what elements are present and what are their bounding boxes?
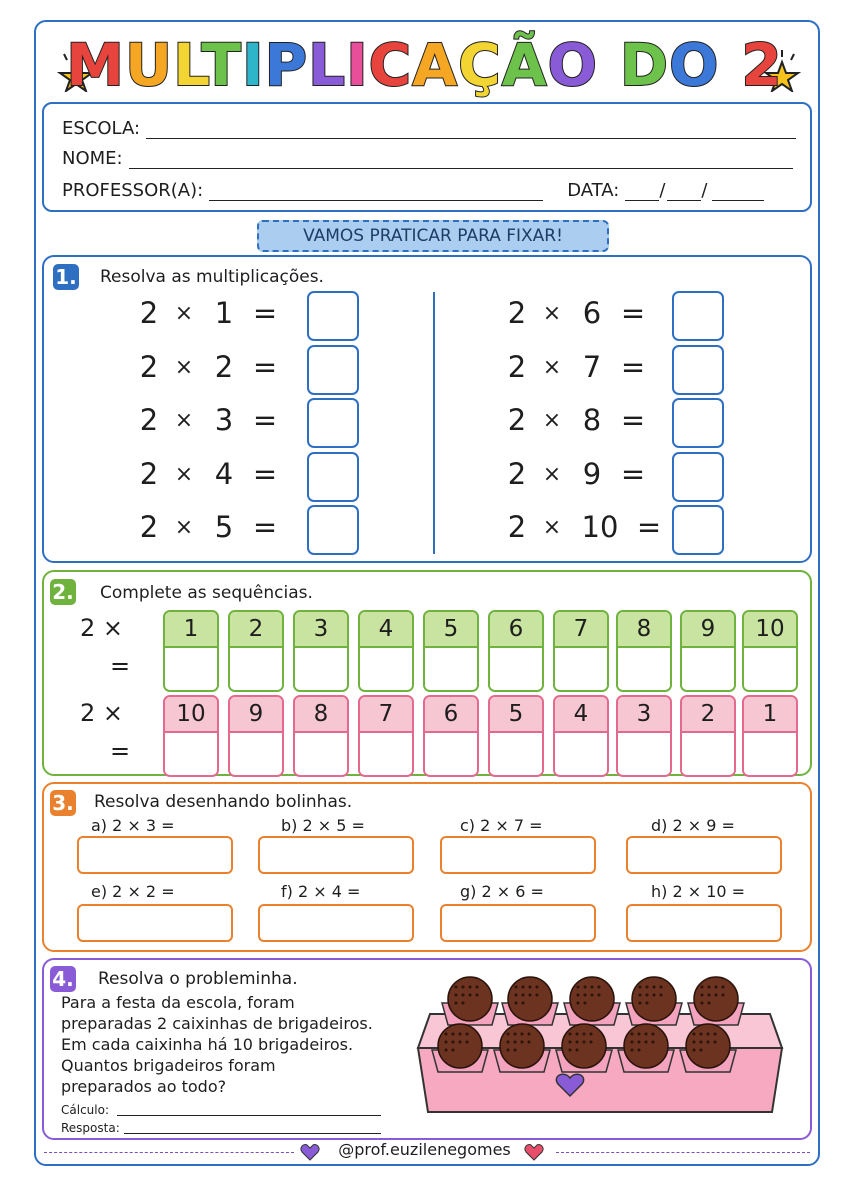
sequence-answer[interactable]: [555, 648, 607, 690]
sequence-cell: [742, 695, 798, 777]
equation-right: [506, 403, 658, 437]
nome-field[interactable]: [129, 151, 793, 169]
resposta-field[interactable]: [124, 1133, 381, 1134]
sequence-factor: 6: [490, 612, 542, 648]
sequence-cell: [616, 610, 672, 692]
sequence-1-equals: =: [110, 652, 131, 680]
data-label: DATA:: [567, 180, 620, 201]
sequence-factor: 1: [744, 697, 796, 733]
dot-answer-box[interactable]: [626, 836, 782, 874]
answer-box[interactable]: [672, 398, 724, 448]
dot-question: g) 2 × 6 =: [460, 882, 544, 901]
section-2-instruction: Complete as sequências.: [100, 583, 313, 603]
sequence-cell: [488, 695, 544, 777]
dot-question: c) 2 × 7 =: [460, 816, 543, 835]
equation-right: [506, 350, 658, 384]
nome-label: NOME:: [62, 148, 123, 169]
title-letter: L: [173, 31, 202, 99]
equation-term: 2: [507, 350, 527, 384]
answer-box[interactable]: [672, 452, 724, 502]
section-2-badge: 2.: [50, 579, 76, 605]
sequence-factor: 10: [165, 697, 217, 733]
equation-term: =: [252, 510, 278, 544]
data-separator: /: [659, 180, 666, 201]
answer-box[interactable]: [672, 291, 724, 341]
sequence-answer[interactable]: [744, 648, 796, 690]
equation-term: 2: [507, 510, 527, 544]
sequence-answer[interactable]: [360, 648, 412, 690]
sequence-2-prefix: 2 ×: [80, 699, 124, 727]
answer-box[interactable]: [307, 345, 359, 395]
sequence-answer[interactable]: [425, 648, 477, 690]
sequence-cell: [163, 610, 219, 692]
equation-term: ×: [542, 407, 562, 433]
sequence-factor: 6: [425, 697, 477, 733]
equation-term: 2: [139, 457, 159, 491]
professor-label: PROFESSOR(A):: [62, 180, 204, 201]
title-letter: D: [619, 31, 670, 99]
title-letter: T: [201, 31, 242, 99]
dot-answer-box[interactable]: [258, 836, 414, 874]
equation-left: [138, 296, 290, 330]
sequence-factor: 7: [555, 612, 607, 648]
sequence-answer[interactable]: [744, 733, 796, 775]
calculo-label: Cálculo:: [61, 1103, 109, 1117]
title-letter: Ç: [458, 31, 502, 99]
page-title: [0, 30, 849, 100]
student-info-box: [42, 102, 812, 212]
dot-question: a) 2 × 3 =: [91, 816, 175, 835]
dot-question: e) 2 × 2 =: [91, 882, 175, 901]
data-month-field[interactable]: [667, 183, 701, 201]
sequence-factor: 8: [618, 612, 670, 648]
sequence-cell: [742, 610, 798, 692]
title-letter: O: [547, 31, 598, 99]
sequence-cell: [616, 695, 672, 777]
sequence-cell: [358, 610, 414, 692]
title-letter: U: [124, 31, 174, 99]
equation-term: 2: [139, 296, 159, 330]
sequence-factor: 5: [425, 612, 477, 648]
answer-box[interactable]: [307, 505, 359, 555]
data-year-field[interactable]: [712, 183, 764, 201]
sequence-cell: [680, 695, 736, 777]
equation-term: 6: [582, 296, 602, 330]
sequence-factor: 5: [490, 697, 542, 733]
equation-right: [506, 457, 658, 491]
section-4-badge: 4.: [50, 966, 76, 992]
equation-term: =: [252, 457, 278, 491]
equation-term: ×: [174, 300, 194, 326]
title-letter: I: [346, 31, 369, 99]
equation-term: =: [252, 296, 278, 330]
equation-term: ×: [174, 461, 194, 487]
problem-line: preparadas 2 caixinhas de brigadeiros.: [61, 1014, 373, 1033]
equation-term: 2: [139, 403, 159, 437]
sequence-cell: [228, 695, 284, 777]
sequence-answer[interactable]: [490, 733, 542, 775]
resposta-label: Resposta:: [61, 1121, 120, 1135]
equation-term: =: [620, 296, 646, 330]
section-3-instruction: Resolva desenhando bolinhas.: [94, 792, 353, 812]
equation-term: =: [620, 403, 646, 437]
sequence-answer[interactable]: [618, 648, 670, 690]
equation-term: 1: [214, 296, 234, 330]
sequence-answer[interactable]: [425, 733, 477, 775]
section-1-badge: 1.: [53, 264, 79, 290]
sequence-factor: 10: [744, 612, 796, 648]
dot-answer-box[interactable]: [77, 836, 233, 874]
equation-term: 2: [139, 350, 159, 384]
sequence-answer[interactable]: [295, 733, 347, 775]
dot-answer-box[interactable]: [440, 904, 596, 942]
sequence-answer[interactable]: [230, 733, 282, 775]
sequence-factor: 4: [555, 697, 607, 733]
equation-term: 9: [582, 457, 602, 491]
practice-banner: VAMOS PRATICAR PARA FIXAR!: [257, 220, 609, 252]
author-handle: @prof.euzilenegomes: [338, 1140, 511, 1159]
equation-term: ×: [542, 514, 562, 540]
data-day-field[interactable]: [625, 183, 659, 201]
equation-term: 10: [581, 510, 619, 544]
sequence-factor: 3: [618, 697, 670, 733]
dot-answer-box[interactable]: [440, 836, 596, 874]
title-letter: C: [368, 31, 413, 99]
answer-box[interactable]: [307, 452, 359, 502]
sequence-answer[interactable]: [360, 733, 412, 775]
dot-question: h) 2 × 10 =: [651, 882, 746, 901]
dot-answer-box[interactable]: [77, 904, 233, 942]
title-letter: A: [412, 31, 459, 99]
sequence-1-prefix: 2 ×: [80, 614, 124, 642]
equation-term: ×: [542, 300, 562, 326]
sequence-answer[interactable]: [682, 733, 734, 775]
escola-label: ESCOLA:: [62, 118, 141, 139]
equation-right: [506, 296, 658, 330]
equation-term: 2: [507, 296, 527, 330]
sequence-factor: 9: [682, 612, 734, 648]
equation-term: =: [252, 350, 278, 384]
equation-term: 2: [214, 350, 234, 384]
sequence-factor: 9: [230, 697, 282, 733]
answer-box[interactable]: [672, 345, 724, 395]
equation-term: 2: [139, 510, 159, 544]
equation-left: [138, 457, 290, 491]
problem-line: Para a festa da escola, foram: [61, 993, 295, 1012]
column-divider: [433, 292, 435, 554]
sequence-cell: [358, 695, 414, 777]
sequence-factor: 2: [682, 697, 734, 733]
sequence-2-equals: =: [110, 737, 131, 765]
sequence-answer[interactable]: [230, 648, 282, 690]
equation-left: [138, 350, 290, 384]
data-separator: /: [701, 180, 708, 201]
title-letter: I: [242, 31, 265, 99]
equation-term: 5: [214, 510, 234, 544]
sequence-cell: [228, 610, 284, 692]
sequence-cell: [423, 610, 479, 692]
equation-right: [506, 510, 674, 544]
sequence-factor: 1: [165, 612, 217, 648]
sequence-answer[interactable]: [295, 648, 347, 690]
sequence-answer[interactable]: [490, 648, 542, 690]
answer-box[interactable]: [672, 505, 724, 555]
sequence-factor: 4: [360, 612, 412, 648]
dot-question: f) 2 × 4 =: [281, 882, 361, 901]
section-1-instruction: Resolva as multiplicações.: [100, 267, 324, 287]
dot-question: b) 2 × 5 =: [281, 816, 365, 835]
section-3-badge: 3.: [50, 790, 76, 816]
equation-term: ×: [174, 354, 194, 380]
problem-line: Em cada caixinha há 10 brigadeiros.: [61, 1035, 354, 1054]
answer-box[interactable]: [307, 398, 359, 448]
equation-term: ×: [174, 514, 194, 540]
sequence-cell: [488, 610, 544, 692]
equation-term: ×: [542, 354, 562, 380]
title-letter: O: [669, 31, 720, 99]
brigadeiro-box-illustration: [410, 964, 790, 1114]
section-4-instruction: Resolva o probleminha.: [98, 969, 298, 989]
sequence-cell: [553, 610, 609, 692]
sequence-factor: 7: [360, 697, 412, 733]
sequence-cell: [293, 610, 349, 692]
equation-term: =: [620, 457, 646, 491]
title-letter: P: [264, 31, 309, 99]
title-letter: Ã: [501, 31, 548, 99]
equation-left: [138, 510, 290, 544]
equation-term: =: [252, 403, 278, 437]
calculo-field[interactable]: [117, 1115, 381, 1116]
sequence-answer[interactable]: [682, 648, 734, 690]
sequence-cell: [423, 695, 479, 777]
title-letter: L: [308, 31, 347, 99]
professor-field[interactable]: [209, 183, 543, 201]
title-letter: 2: [741, 31, 783, 99]
sequence-answer[interactable]: [165, 648, 217, 690]
sequence-answer[interactable]: [618, 733, 670, 775]
equation-term: =: [620, 350, 646, 384]
escola-field[interactable]: [146, 121, 796, 139]
answer-box[interactable]: [307, 291, 359, 341]
sequence-cell: [680, 610, 736, 692]
title-letter: M: [66, 31, 125, 99]
sequence-factor: 8: [295, 697, 347, 733]
dot-answer-box[interactable]: [258, 904, 414, 942]
sequence-cell: [293, 695, 349, 777]
equation-term: 8: [582, 403, 602, 437]
equation-term: ×: [174, 407, 194, 433]
problem-line: Quantos brigadeiros foram: [61, 1056, 276, 1075]
dot-question: d) 2 × 9 =: [651, 816, 735, 835]
problem-line: preparados ao todo?: [61, 1077, 227, 1096]
equation-left: [138, 403, 290, 437]
dot-answer-box[interactable]: [626, 904, 782, 942]
word-problem: [61, 992, 401, 1097]
sequence-cell: [163, 695, 219, 777]
sequence-factor: 3: [295, 612, 347, 648]
sequence-answer[interactable]: [165, 733, 217, 775]
equation-term: 4: [214, 457, 234, 491]
sequence-factor: 2: [230, 612, 282, 648]
equation-term: 2: [507, 457, 527, 491]
sequence-cell: [553, 695, 609, 777]
equation-term: =: [636, 510, 662, 544]
equation-term: 3: [214, 403, 234, 437]
equation-term: ×: [542, 461, 562, 487]
equation-term: 7: [582, 350, 602, 384]
equation-term: 2: [507, 403, 527, 437]
sequence-answer[interactable]: [555, 733, 607, 775]
